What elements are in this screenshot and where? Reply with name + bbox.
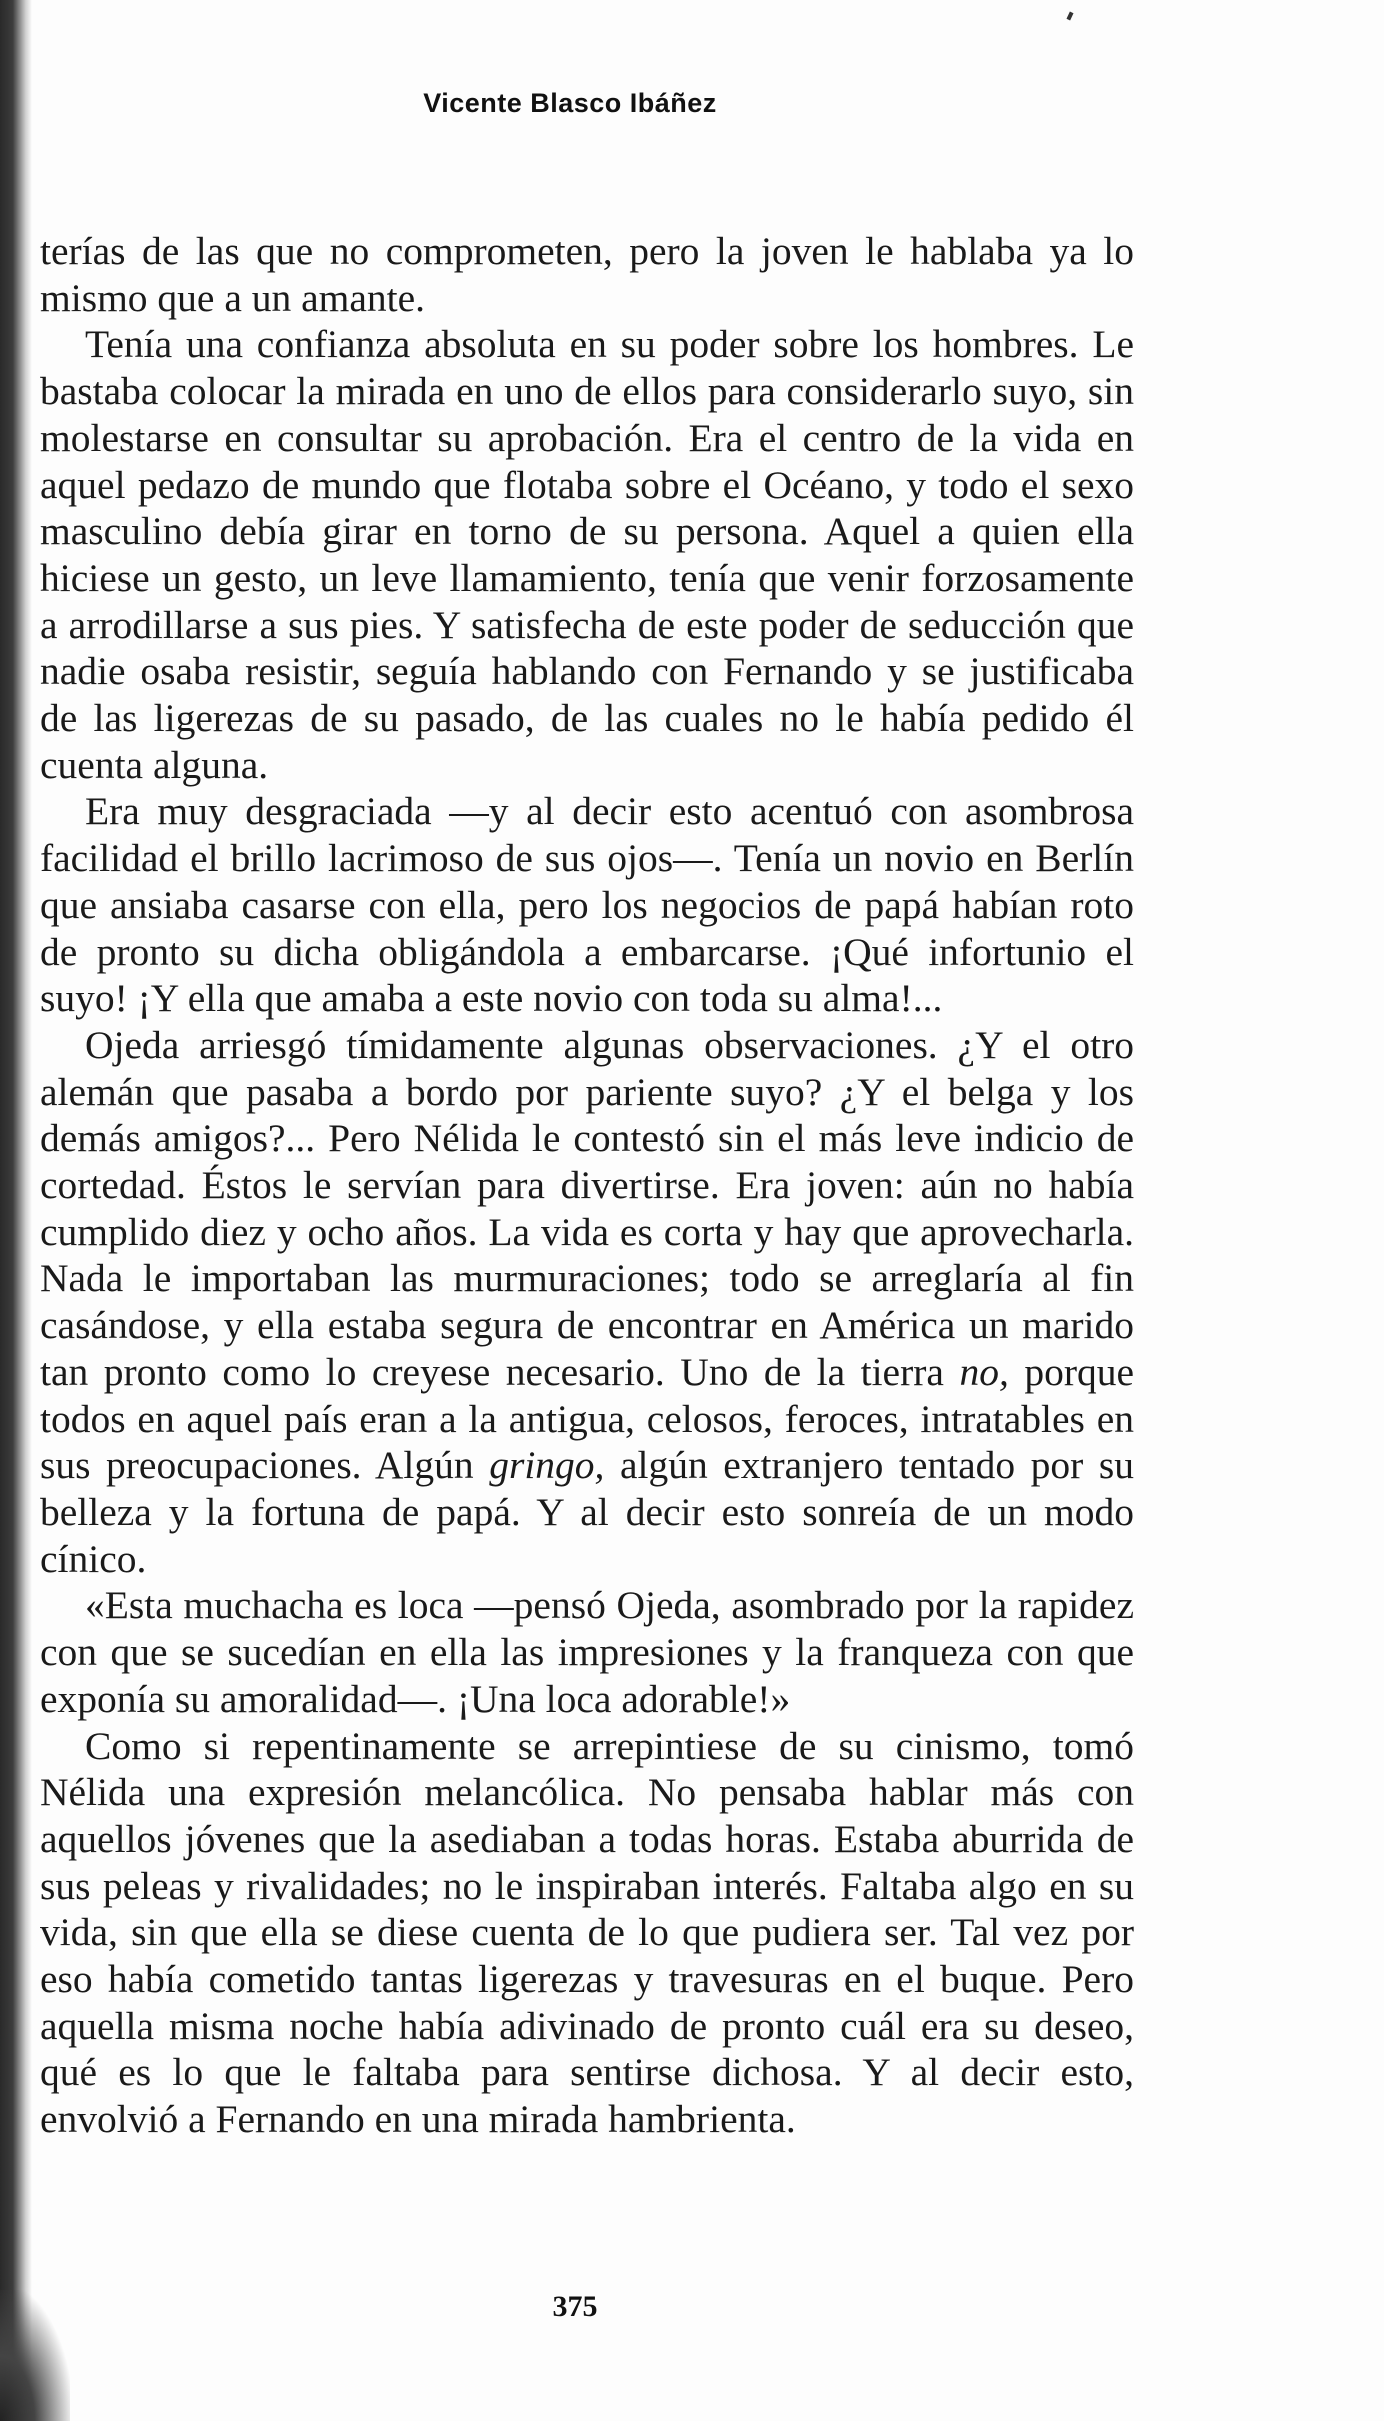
italic-word-no: no,	[959, 1349, 1009, 1394]
italic-word-gringo: gringo,	[489, 1443, 605, 1488]
paragraph-2: Tenía una confianza absoluta en su poder sobre los hombres. Le bastaba colocar la mirada en uno de ellos para considerarlo suyo, sin molestarse en consultar su aprobación. Era el centro de la vida en aquel pedazo de mundo que flotaba sobre el Océano, y todo el sexo masculino debía girar en torno de su persona. Aquel a quien ella hiciese un gesto, un leve llamamiento, tenía que venir forzosamente a arrodillarse a sus pies. Y satisfecha de este poder de seducción que nadie osaba resistir, seguía hablando con Fernando y se justificaba de las ligerezas de su pasado, de las cuales no le había pedido él cuenta alguna.	[40, 322, 1134, 787]
scan-left-edge	[0, 0, 32, 2421]
running-head: Vicente Blasco Ibáñez	[423, 88, 717, 118]
paragraph-4-text-a: Ojeda arriesgó tímidamente algunas observaciones. ¿Y el otro alemán que pasaba a bordo por pariente suyo? ¿Y el belga y los demás amigos?... Pero Nélida le contestó sin el más leve indicio de cortedad. Éstos le servían para divertirse. Era joven: aún no había cumplido diez y ocho años. La vida es corta y hay que aprovecharla. Nada le importaban las murmuraciones; todo se arreglaría al fin casándose, y ella estaba segura de encontrar en América un marido tan pronto como lo creyese necesario. Uno de la tierra	[40, 1022, 1134, 1394]
paragraph-6: Como si repentinamente se arrepintiese de su cinismo, tomó Nélida una expresión melancólica. No pensaba hablar más con aquellos jóvenes que la asediaban a todas horas. Estaba aburrida de sus peleas y rivalidades; no le inspiraban interés. Faltaba algo en su vida, sin que ella se diese cuenta de lo que pudiera ser. Tal vez por eso había cometido tantas ligerezas y travesuras en el buque. Pero aquella misma noche había adivinado de pronto cuál era su deseo, qué es lo que le faltaba para sentirse dichosa. Y al decir esto, envolvió a Fernando en una mirada hambrienta.	[40, 1723, 1134, 2142]
paragraph-4-text-b: porque todos en aquel país eran a la antigua, celosos, feroces, intratables en sus preocupaciones. Algún	[40, 1349, 1135, 1488]
body-text	[40, 228, 1134, 2143]
scan-speck	[1066, 12, 1073, 21]
paragraph-1: terías de las que no comprometen, pero la joven le hablaba ya lo mismo que a un amante.	[40, 229, 1134, 320]
paragraph-4-text-c: algún extranjero tentado por su belleza y la fortuna de papá. Y al decir esto sonreía de un modo cínico.	[40, 1443, 1134, 1581]
paragraph-3: Era muy desgraciada —y al decir esto acentuó con asombrosa facilidad el brillo lacrimoso de sus ojos—. Tenía un novio en Berlín que ansiaba casarse con ella, pero los negocios de papá habían roto de pronto su dicha obligándola a embarcarse. ¡Qué infortunio el suyo! ¡Y ella que amaba a este novio con toda su alma!...	[40, 789, 1134, 1021]
paragraph-5: «Esta muchacha es loca —pensó Ojeda, asombrado por la rapidez con que se sucedían en ella las impresiones y la franqueza con que exponía su amoralidad—. ¡Una loca adorable!»	[40, 1583, 1134, 1721]
paragraph-4	[40, 1022, 1134, 1582]
page-number: 375	[552, 2290, 598, 2323]
